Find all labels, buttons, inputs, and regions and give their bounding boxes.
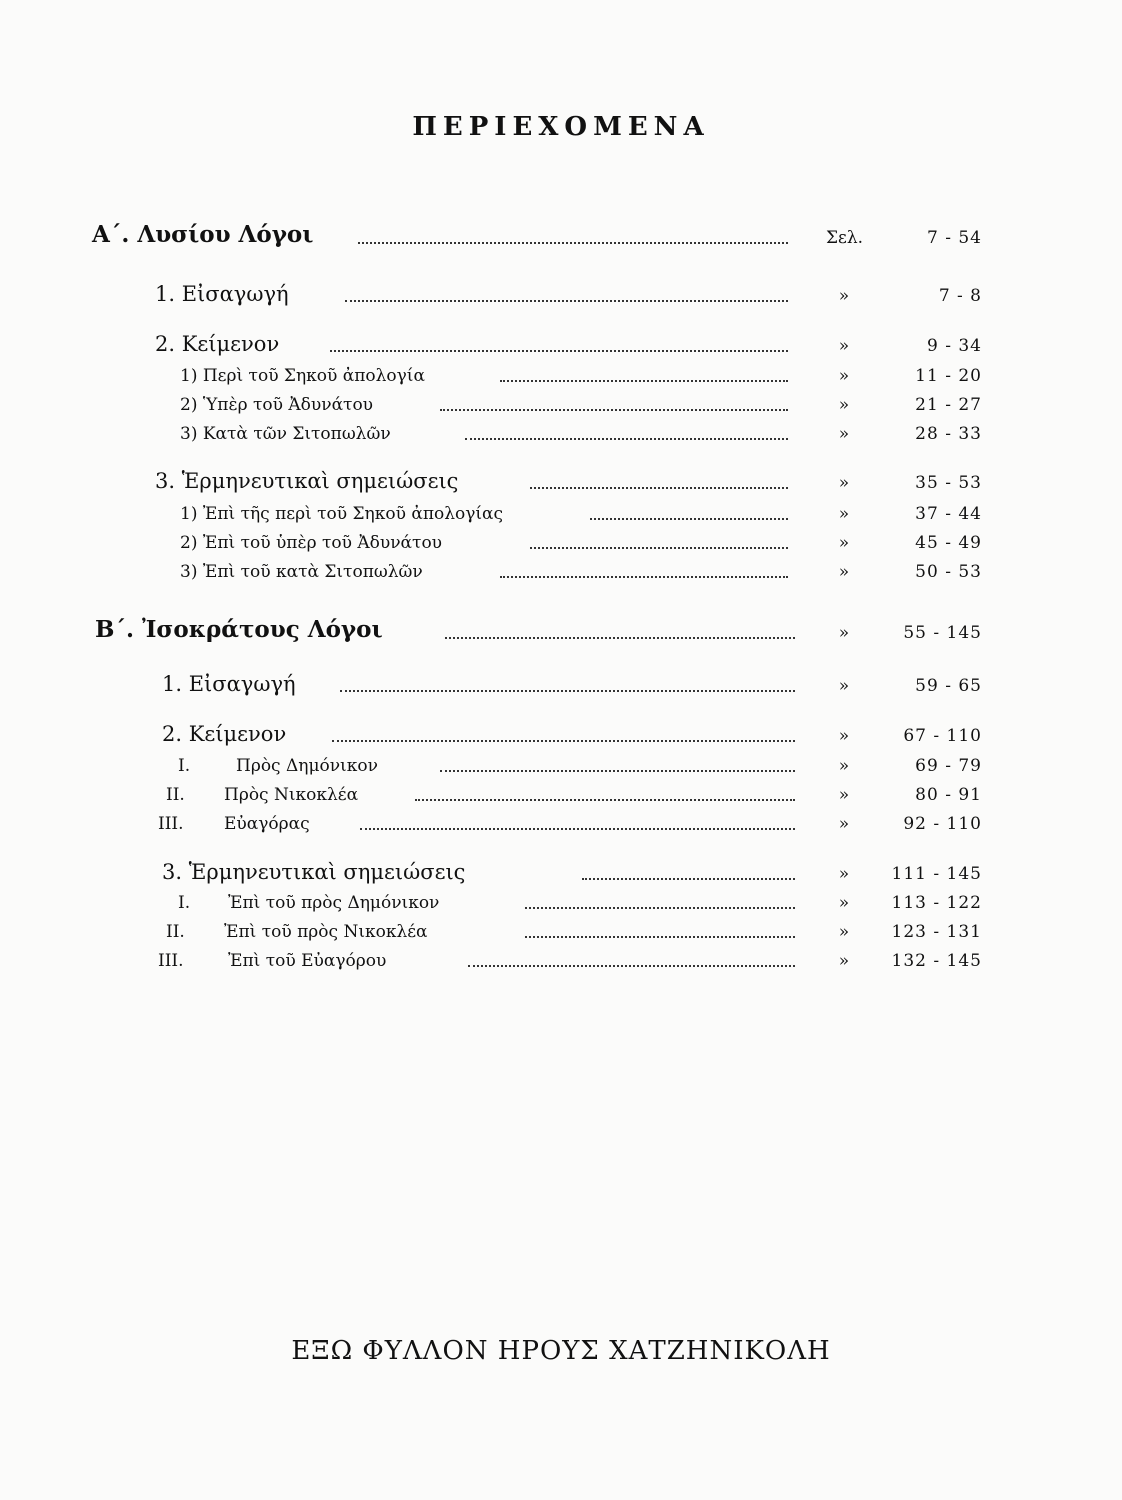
- toc-label: 3. Ἑρμηνευτικαὶ σημειώσεις: [155, 469, 459, 493]
- toc-label: Ἐπὶ τοῦ πρὸς Νικοκλέα: [224, 922, 428, 942]
- ditto-mark: »: [838, 504, 850, 524]
- toc-label: 1) Ἐπὶ τῆς περὶ τοῦ Σηκοῦ ἀπολογίας: [180, 504, 504, 524]
- toc-entry: [0, 775, 1122, 805]
- page-range: 9 - 34: [927, 336, 982, 356]
- ditto-mark: »: [838, 922, 850, 942]
- toc-label: 3. Ἑρμηνευτικαὶ σημειώσεις: [162, 860, 466, 884]
- ditto-mark: »: [838, 756, 850, 776]
- roman-numeral: II.: [166, 785, 185, 805]
- toc-entry: [0, 523, 1122, 553]
- toc-entry: [0, 883, 1122, 913]
- leader-dots: [340, 690, 795, 692]
- leader-dots: [345, 300, 788, 302]
- page-range: 21 - 27: [915, 395, 982, 415]
- toc-entry-part-b: [0, 613, 1122, 643]
- toc-label: Α΄. Λυσίου Λόγοι: [92, 221, 314, 248]
- page-range: 113 - 122: [891, 893, 982, 913]
- ditto-mark: »: [838, 785, 850, 805]
- page-range: 80 - 91: [915, 785, 982, 805]
- leader-dots: [590, 518, 788, 520]
- toc-label: 1. Εἰσαγωγή: [155, 282, 289, 306]
- toc-label: 2. Κείμενον: [155, 332, 280, 356]
- leader-dots: [415, 799, 795, 801]
- page-range: 7 - 8: [938, 286, 982, 306]
- toc-entry: [0, 941, 1122, 971]
- ditto-mark: »: [838, 726, 850, 746]
- toc-entry: [0, 854, 1122, 884]
- leader-dots: [330, 350, 788, 352]
- page-range: 28 - 33: [915, 424, 982, 444]
- roman-numeral: I.: [178, 756, 191, 776]
- page-range: 35 - 53: [915, 473, 982, 493]
- toc-entry: [0, 356, 1122, 386]
- page-range: 132 - 145: [891, 951, 982, 971]
- leader-dots: [525, 907, 795, 909]
- ditto-mark: »: [838, 623, 850, 643]
- page-abbrev: Σελ.: [826, 228, 864, 248]
- ditto-mark: »: [838, 286, 850, 306]
- toc-label: Ἐπὶ τοῦ πρὸς Δημόνικον: [228, 893, 440, 913]
- roman-numeral: II.: [166, 922, 185, 942]
- leader-dots: [500, 576, 788, 578]
- toc-label: Πρὸς Δημόνικον: [236, 756, 378, 776]
- ditto-mark: »: [838, 473, 850, 493]
- leader-dots: [445, 637, 795, 639]
- toc-label: 3) Κατὰ τῶν Σιτοπωλῶν: [180, 424, 391, 444]
- page-range: 50 - 53: [915, 562, 982, 582]
- leader-dots: [525, 936, 795, 938]
- ditto-mark: »: [838, 395, 850, 415]
- page-range: 69 - 79: [915, 756, 982, 776]
- toc-label: Εὐαγόρας: [224, 814, 310, 834]
- ditto-mark: »: [838, 424, 850, 444]
- leader-dots: [440, 770, 795, 772]
- leader-dots: [530, 547, 788, 549]
- toc-entry: [0, 804, 1122, 834]
- page-range: 92 - 110: [903, 814, 982, 834]
- leader-dots: [332, 740, 795, 742]
- page-range: 59 - 65: [915, 676, 982, 696]
- toc-label: Πρὸς Νικοκλέα: [224, 785, 359, 805]
- ditto-mark: »: [838, 676, 850, 696]
- toc-entry: [0, 746, 1122, 776]
- page-range: 123 - 131: [891, 922, 982, 942]
- leader-dots: [358, 242, 788, 244]
- roman-numeral: III.: [158, 814, 184, 834]
- toc-label: Β΄. Ἰσοκράτους Λόγοι: [95, 616, 383, 643]
- toc-entry: [0, 716, 1122, 746]
- toc-entry: [0, 463, 1122, 493]
- ditto-mark: »: [838, 366, 850, 386]
- toc-entry: [0, 552, 1122, 582]
- toc-label: 2) Ἐπὶ τοῦ ὑπὲρ τοῦ Ἀδυνάτου: [180, 533, 443, 553]
- ditto-mark: »: [838, 336, 850, 356]
- leader-dots: [530, 487, 788, 489]
- toc-label: 1) Περὶ τοῦ Σηκοῦ ἀπολογία: [180, 366, 425, 386]
- page-range: 55 - 145: [903, 623, 982, 643]
- ditto-mark: »: [838, 893, 850, 913]
- leader-dots: [582, 878, 795, 880]
- page-range: 67 - 110: [903, 726, 982, 746]
- toc-entry: [0, 326, 1122, 356]
- page-range: 111 - 145: [891, 864, 982, 884]
- leader-dots: [468, 965, 795, 967]
- ditto-mark: »: [838, 814, 850, 834]
- toc-label: 2) Ὑπὲρ τοῦ Ἀδυνάτου: [180, 395, 374, 415]
- page-range: 45 - 49: [915, 533, 982, 553]
- leader-dots: [500, 380, 788, 382]
- leader-dots: [465, 438, 788, 440]
- toc-entry: [0, 385, 1122, 415]
- ditto-mark: »: [838, 864, 850, 884]
- toc-entry: [0, 912, 1122, 942]
- page-range: 7 - 54: [927, 228, 982, 248]
- leader-dots: [360, 828, 795, 830]
- page-range: 37 - 44: [915, 504, 982, 524]
- toc-entry: [0, 276, 1122, 306]
- ditto-mark: »: [838, 562, 850, 582]
- toc-entry: [0, 666, 1122, 696]
- toc-entry: [0, 414, 1122, 444]
- roman-numeral: I.: [178, 893, 191, 913]
- toc-label: 1. Εἰσαγωγή: [162, 672, 296, 696]
- footer-note: ΕΞΩ ΦΥΛΛΟΝ ΗΡΟΥΣ ΧΑΤΖΗΝΙΚΟΛΗ: [291, 1336, 831, 1366]
- page-title: ΠΕΡΙΕΧΟΜΕΝΑ: [412, 112, 710, 142]
- toc-label: Ἐπὶ τοῦ Εὐαγόρου: [228, 951, 387, 971]
- toc-entry: [0, 494, 1122, 524]
- leader-dots: [440, 409, 788, 411]
- ditto-mark: »: [838, 951, 850, 971]
- toc-label: 2. Κείμενον: [162, 722, 287, 746]
- page-range: 11 - 20: [915, 366, 982, 386]
- ditto-mark: »: [838, 533, 850, 553]
- roman-numeral: III.: [158, 951, 184, 971]
- toc-label: 3) Ἐπὶ τοῦ κατὰ Σιτοπωλῶν: [180, 562, 423, 582]
- toc-entry-part-a: [0, 218, 1122, 248]
